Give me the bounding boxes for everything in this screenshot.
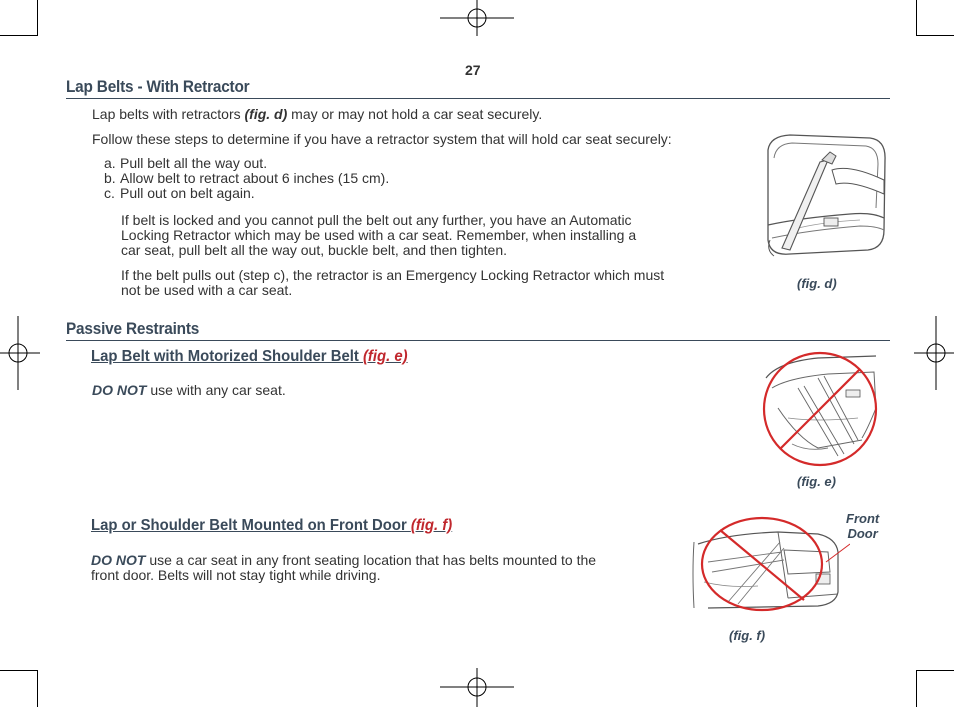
crop-mark (916, 0, 917, 36)
intro-prefix: Lap belts with retractors (92, 106, 245, 122)
crop-mark (37, 670, 38, 707)
locked-paragraph: If belt is locked and you cannot pull the belt out any further, you have an Automatic Locking Retractor which may be used with a car seat. Remember, when installing a car seat, pull belt all the way out, buckle belt, and then tighten. (121, 212, 637, 258)
subsection-title-front-door: Lap or Shoulder Belt Mounted on Front Door (fig. f) (91, 517, 453, 534)
fig-d-reference: (fig. d) (244, 106, 288, 122)
list-item: c. Pull out on belt again. (104, 185, 255, 201)
crop-mark (0, 670, 38, 671)
list-item: b. Allow belt to retract about 6 inches (15 cm). (104, 170, 390, 186)
intro-suffix: may or may not hold a car seat securely. (287, 106, 543, 122)
fig-f-caption: (fig. f) (729, 628, 766, 643)
motorized-belt-prohibited-illustration (758, 348, 892, 472)
lap-belt-retractor-illustration (760, 130, 890, 270)
fig-e-reference: (fig. e) (362, 348, 408, 365)
front-door-label: Front Door (846, 511, 880, 541)
registration-mark (0, 316, 40, 390)
crop-mark (37, 0, 38, 36)
section-divider (66, 98, 890, 99)
fig-d-caption: (fig. d) (797, 276, 837, 291)
list-item: a. Pull belt all the way out. (104, 155, 268, 171)
crop-mark (916, 670, 917, 707)
do-not-label: DO NOT (91, 552, 146, 568)
fig-f-reference: (fig. f) (410, 517, 453, 534)
intro-paragraph (92, 107, 542, 122)
page-number: 27 (465, 62, 481, 78)
registration-mark (914, 316, 954, 390)
crop-mark (916, 670, 954, 671)
front-door-warning: DO NOT use a car seat in any front seating location that has belts mounted to the front door. Belts will not stay tight while driving. (91, 552, 597, 583)
motorized-warning: DO NOT use with any car seat. (92, 382, 286, 398)
emergency-paragraph: If the belt pulls out (step c), the retractor is an Emergency Locking Retractor which must not be used with a car seat. (121, 267, 665, 298)
do-not-label: DO NOT (92, 382, 147, 398)
registration-mark (440, 0, 514, 40)
follow-paragraph: Follow these steps to determine if you have a retractor system that will hold car seat securely: (92, 131, 672, 147)
section-divider (66, 340, 890, 341)
subsection-title-motorized: Lap Belt with Motorized Shoulder Belt (fig. e) (91, 348, 408, 365)
crop-mark (916, 35, 954, 36)
crop-mark (0, 35, 38, 36)
door-mounted-belt-prohibited-illustration (688, 512, 850, 616)
registration-mark (440, 668, 514, 707)
fig-e-caption: (fig. e) (797, 474, 836, 489)
section-title-passive-restraints: Passive Restraints (66, 320, 200, 338)
steps-list (104, 156, 389, 201)
section-title-lap-belts: Lap Belts - With Retractor (66, 78, 250, 96)
